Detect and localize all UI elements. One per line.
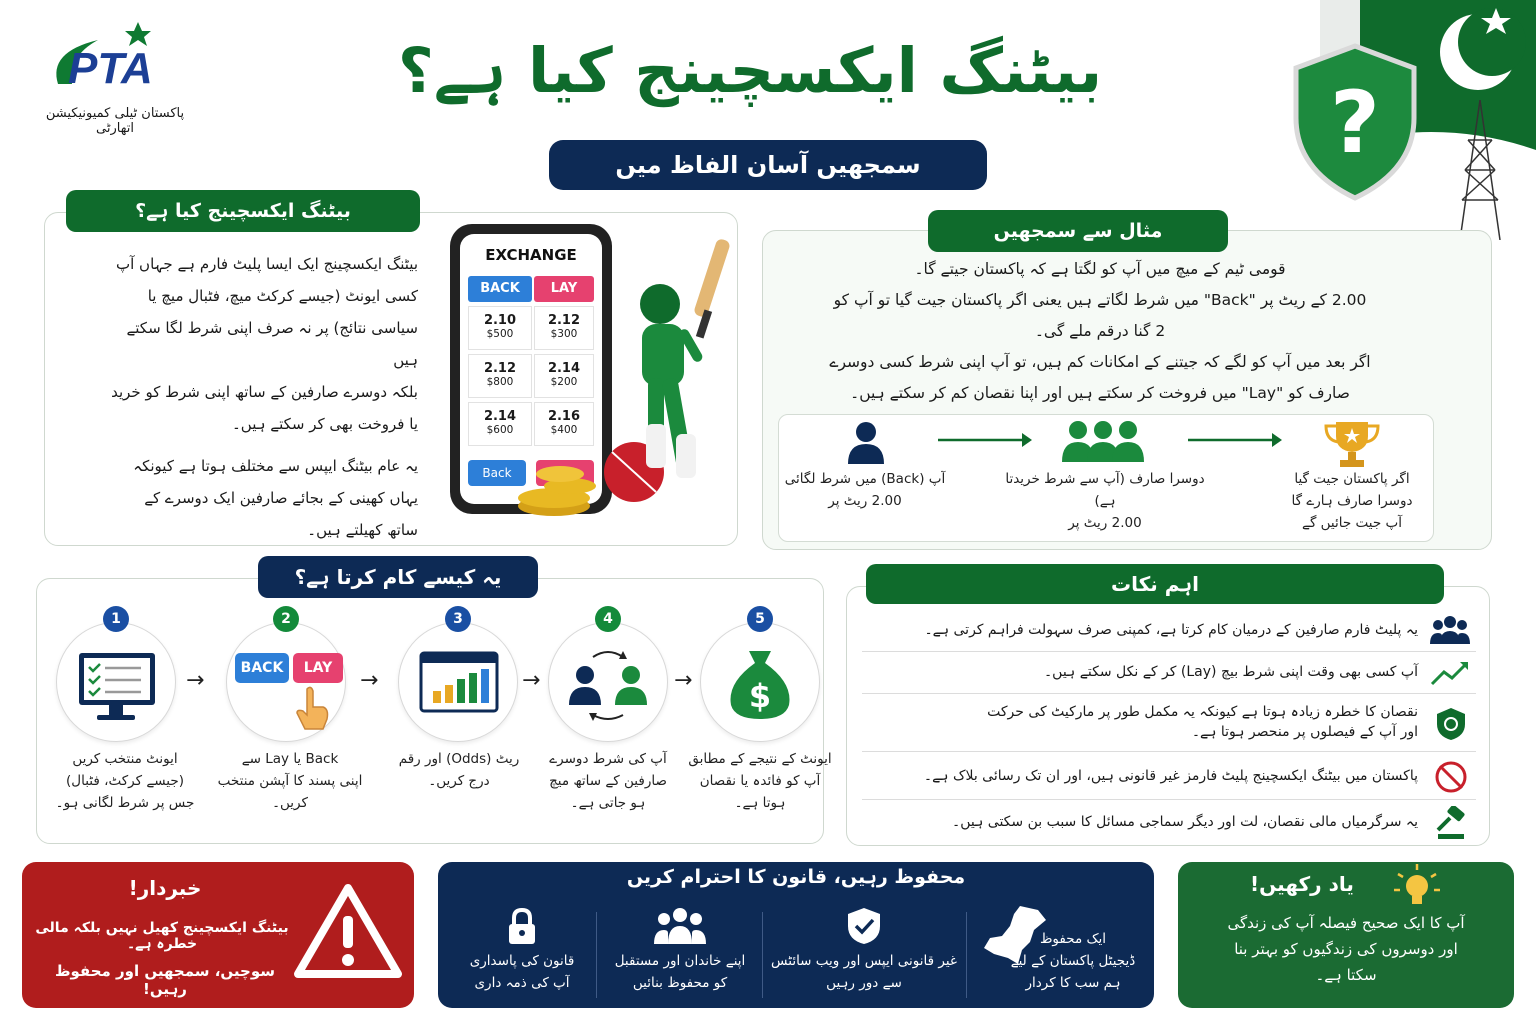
- svg-text:?: ?: [1330, 73, 1380, 173]
- point-row: [862, 608, 1476, 652]
- flow-line: 2.00 ریٹ پر: [1068, 515, 1142, 531]
- example-text: [780, 254, 1420, 409]
- safe-line: اپنے خاندان اور مستقبل: [614, 953, 746, 969]
- safe-line: آپ کی ذمہ داری: [474, 975, 570, 991]
- caption-line: ایونٹ منتخب کریں: [72, 751, 178, 767]
- flow-step-other-user: [1000, 468, 1210, 534]
- warning-line-1: بیٹنگ ایکسچینج کھیل نہیں بلکہ مالی خطرہ ہے۔: [35, 920, 289, 952]
- remember-text: [1190, 910, 1502, 988]
- back-header: BACK: [468, 276, 532, 302]
- flow-line: دوسرا صارف (آپ سے شرط خریدتا ہے): [1005, 471, 1205, 509]
- odds-amount: $600: [486, 424, 514, 436]
- hand-pointer-icon: [293, 685, 333, 731]
- remember-line: سکتا ہے۔: [1315, 966, 1377, 984]
- safe-line: ایک محفوظ: [1039, 931, 1107, 947]
- caption-line: ریٹ (Odds) اور رقم: [398, 751, 520, 767]
- caption-line: آپ کی شرط دوسرے: [549, 751, 667, 767]
- arrow-right-icon: [938, 430, 1032, 450]
- point-row: [862, 694, 1476, 752]
- points-title: اہم نکات: [866, 564, 1444, 604]
- step-caption-2: [202, 748, 378, 814]
- what-is-line: ساتھ کھیلتے ہیں۔: [307, 521, 418, 539]
- point-row: [862, 752, 1476, 800]
- step-badge-1: 1: [103, 606, 129, 632]
- page-subtitle: سمجھیں آسان الفاظ میں: [549, 140, 987, 190]
- users-exchange-icon: [549, 623, 667, 741]
- flow-step-result: [1262, 468, 1442, 534]
- flow-line: دوسرا صارف ہارے گا: [1291, 493, 1413, 509]
- odds-value: 2.16: [547, 409, 581, 424]
- odds-value: 2.14: [483, 409, 517, 424]
- odds-amount: $400: [550, 424, 578, 436]
- step-circle-4: [548, 622, 668, 742]
- arrow-right-icon: →: [186, 668, 205, 693]
- back-button[interactable]: Back: [468, 460, 526, 486]
- point-text: آپ کسی بھی وقت اپنی شرط بیچ (Lay) کر کے نکل سکتے ہیں۔: [1043, 664, 1418, 680]
- odds-amount: $500: [486, 328, 514, 340]
- step-lay-chip[interactable]: LAY: [293, 653, 343, 683]
- lightbulb-icon: [1392, 862, 1442, 912]
- odds-amount: $200: [550, 376, 578, 388]
- money-bag-icon: [701, 623, 819, 741]
- point-line: اور آپ کے فیصلوں پر منحصر ہوتا ہے۔: [1191, 724, 1418, 740]
- caption-line: (جیسے کرکٹ، فٹبال): [66, 773, 184, 789]
- flow-line: 2.00 ریٹ پر: [828, 493, 902, 509]
- odds-value: 2.12: [547, 313, 581, 328]
- point-text: [987, 702, 1418, 742]
- step-circle-2: [226, 622, 346, 742]
- step-badge-4: 4: [595, 606, 621, 632]
- safe-item-family: [600, 906, 760, 994]
- caption-line: آپ کو فائدہ یا نقصان: [699, 773, 821, 789]
- what-is-title: بیٹنگ ایکسچینج کیا ہے؟: [66, 190, 420, 232]
- safe-item-digital: [1000, 928, 1146, 994]
- example-line: 2.00 کے ریٹ پر "Back" میں شرط لگاتے ہیں یعنی اگر پاکستان جیت گیا تو آپ کو: [833, 291, 1367, 309]
- arrow-right-icon: [1188, 430, 1282, 450]
- step-circle-5: [700, 622, 820, 742]
- shield-check-icon: [846, 906, 882, 946]
- arrow-right-icon: →: [360, 668, 379, 693]
- odds-value: 2.14: [547, 361, 581, 376]
- phone-title: EXCHANGE: [485, 246, 577, 264]
- warning-triangle-icon: [292, 882, 404, 982]
- caption-line: صارفین کے ساتھ میچ: [549, 773, 667, 789]
- flow-line: اگر پاکستان جیت گیا: [1294, 471, 1410, 487]
- safe-line: ڈیجیٹل پاکستان کے لیے: [1010, 953, 1136, 969]
- what-is-line: بیٹنگ ایکسچینج ایک ایسا پلیٹ فارم ہے جہاں آپ: [116, 255, 418, 273]
- family-icon: [654, 906, 706, 946]
- point-row: [862, 652, 1476, 694]
- step-circle-3: [398, 622, 518, 742]
- safe-item-apps: [764, 906, 964, 994]
- safe-line: غیر قانونی ایپس اور ویب سائٹس: [771, 953, 957, 969]
- users-group-icon: [1060, 418, 1146, 466]
- safe-line: قانون کی پاسداری: [469, 953, 575, 969]
- safe-item-law: [452, 906, 592, 994]
- what-is-line: یہ عام بیٹنگ ایپس سے مختلف ہوتا ہے کیونکہ: [133, 457, 418, 475]
- example-line: صارف کو "Lay" میں فروخت کر سکتے ہیں اور اپنا نقصان کم کر سکتے ہیں۔: [850, 384, 1350, 402]
- odds-amount: $800: [486, 376, 514, 388]
- remember-title: یاد رکھیں!: [1250, 872, 1354, 896]
- step-caption-1: [40, 748, 210, 814]
- point-text: یہ پلیٹ فارم صارفین کے درمیان کام کرتا ہے، کمپنی صرف سہولت فراہم کرتی ہے۔: [924, 622, 1418, 638]
- shield-question-icon: [1290, 42, 1420, 202]
- example-line: 2 گنا درقم ملے گی۔: [1034, 322, 1166, 340]
- step-back-chip[interactable]: BACK: [235, 653, 289, 683]
- arrow-right-icon: →: [674, 668, 693, 693]
- page-title: بیٹنگ ایکسچینج کیا ہے؟: [397, 34, 1103, 107]
- caption-line: جس پر شرط لگانی ہو۔: [55, 795, 195, 811]
- svg-text:$: $: [748, 677, 772, 715]
- gavel-icon: [1434, 806, 1468, 840]
- point-text: پاکستان میں بیٹنگ ایکسچینج پلیٹ فارمز غیر قانونی ہیں، اور ان تک رسائی بلاک ہے۔: [923, 768, 1418, 784]
- odds-value: 2.12: [483, 361, 517, 376]
- what-is-text: [100, 248, 418, 546]
- tower-icon: [1440, 100, 1520, 240]
- example-line: قومی ٹیم کے میچ میں آپ کو لگتا ہے کہ پاکستان جیتے گا۔: [914, 260, 1286, 278]
- remember-line: اور دوسروں کی زندگیوں کو بہتر بنا: [1234, 940, 1458, 958]
- trophy-icon: [1322, 418, 1382, 470]
- step-caption-3: [384, 748, 534, 792]
- safe-line: کو محفوظ بنائیں: [632, 975, 728, 991]
- what-is-line: کسی ایونٹ (جیسے کرکٹ میچ، فٹبال میچ یا: [147, 287, 418, 305]
- remember-line: آپ کا ایک صحیح فیصلہ آپ کی زندگی: [1227, 914, 1465, 932]
- safe-line: سے دور رہیں: [826, 975, 902, 991]
- step-caption-4: [530, 748, 686, 814]
- example-title: مثال سے سمجھیں: [928, 210, 1228, 252]
- how-title: یہ کیسے کام کرتا ہے؟: [258, 556, 538, 598]
- safe-title: محفوظ رہیں، قانون کا احترام کریں: [626, 866, 966, 888]
- caption-line: درج کریں۔: [428, 773, 490, 789]
- trend-up-icon: [1430, 658, 1470, 688]
- what-is-line: سیاسی نتائج) پر نہ صرف اپنی شرط لگا سکتے ہیں: [126, 319, 418, 369]
- monitor-checklist-icon: [57, 623, 175, 741]
- warning-line-2: سوچیں، سمجھیں اور محفوظ رہیں!: [54, 962, 276, 998]
- users-icon: [1430, 614, 1470, 646]
- pta-logo-text: PTA: [68, 44, 153, 93]
- bar-chart-window-icon: [399, 623, 517, 741]
- caption-line: ہو جاتی ہے۔: [570, 795, 646, 811]
- caption-line: ایونٹ کے نتیجے کے مطابق: [688, 751, 832, 767]
- arrow-right-icon: →: [522, 668, 541, 693]
- caption-line: Back یا Lay سے: [241, 751, 339, 767]
- odds-value: 2.10: [483, 313, 517, 328]
- caption-line: اپنی پسند کا آپشن منتخب کریں۔: [217, 773, 363, 811]
- step-caption-5: [678, 748, 842, 814]
- person-icon: [846, 420, 886, 464]
- lay-header: LAY: [534, 276, 594, 302]
- cricketer-illustration: [500, 228, 736, 524]
- flow-line: آپ (Back) میں شرط لگائی: [784, 471, 946, 487]
- what-is-line: یا فروخت بھی کر سکتے ہیں۔: [232, 415, 418, 433]
- step-badge-5: 5: [747, 606, 773, 632]
- shield-icon: [1434, 706, 1468, 742]
- org-name: پاکستان ٹیلی کمیونیکیشن اتھارٹی: [45, 106, 185, 136]
- flow-step-you: [780, 468, 950, 512]
- flow-line: آپ جیت جائیں گے: [1302, 515, 1402, 531]
- step-badge-2: 2: [273, 606, 299, 632]
- point-row: [862, 800, 1476, 844]
- caption-line: ہوتا ہے۔: [734, 795, 786, 811]
- odds-amount: $300: [550, 328, 578, 340]
- step-badge-3: 3: [445, 606, 471, 632]
- what-is-line: یہاں کھینی کے بجائے صارفین ایک دوسرے کے: [144, 489, 418, 507]
- example-line: اگر بعد میں آپ کو لگے کہ جیتنے کے امکانات کم ہیں، تو آپ اپنی شرط کسی دوسرے: [829, 353, 1371, 371]
- point-line: نقصان کا خطرہ زیادہ ہوتا ہے کیونکہ یہ مکمل طور پر مارکیٹ کی حرکت: [987, 704, 1418, 720]
- lock-icon: [504, 906, 540, 946]
- warning-title: خبردار!: [128, 876, 202, 900]
- step-circle-1: [56, 622, 176, 742]
- point-text: یہ سرگرمیاں مالی نقصان، لت اور دیگر سماجی مسائل کا سبب بن سکتی ہیں۔: [952, 814, 1418, 830]
- what-is-line: بلکہ دوسرے صارفین کے ساتھ اپنی شرط کو خرید: [111, 383, 418, 401]
- pta-logo: [38, 22, 198, 136]
- blocked-icon: [1434, 760, 1468, 794]
- safe-line: ہم سب کا کردار: [1025, 975, 1121, 991]
